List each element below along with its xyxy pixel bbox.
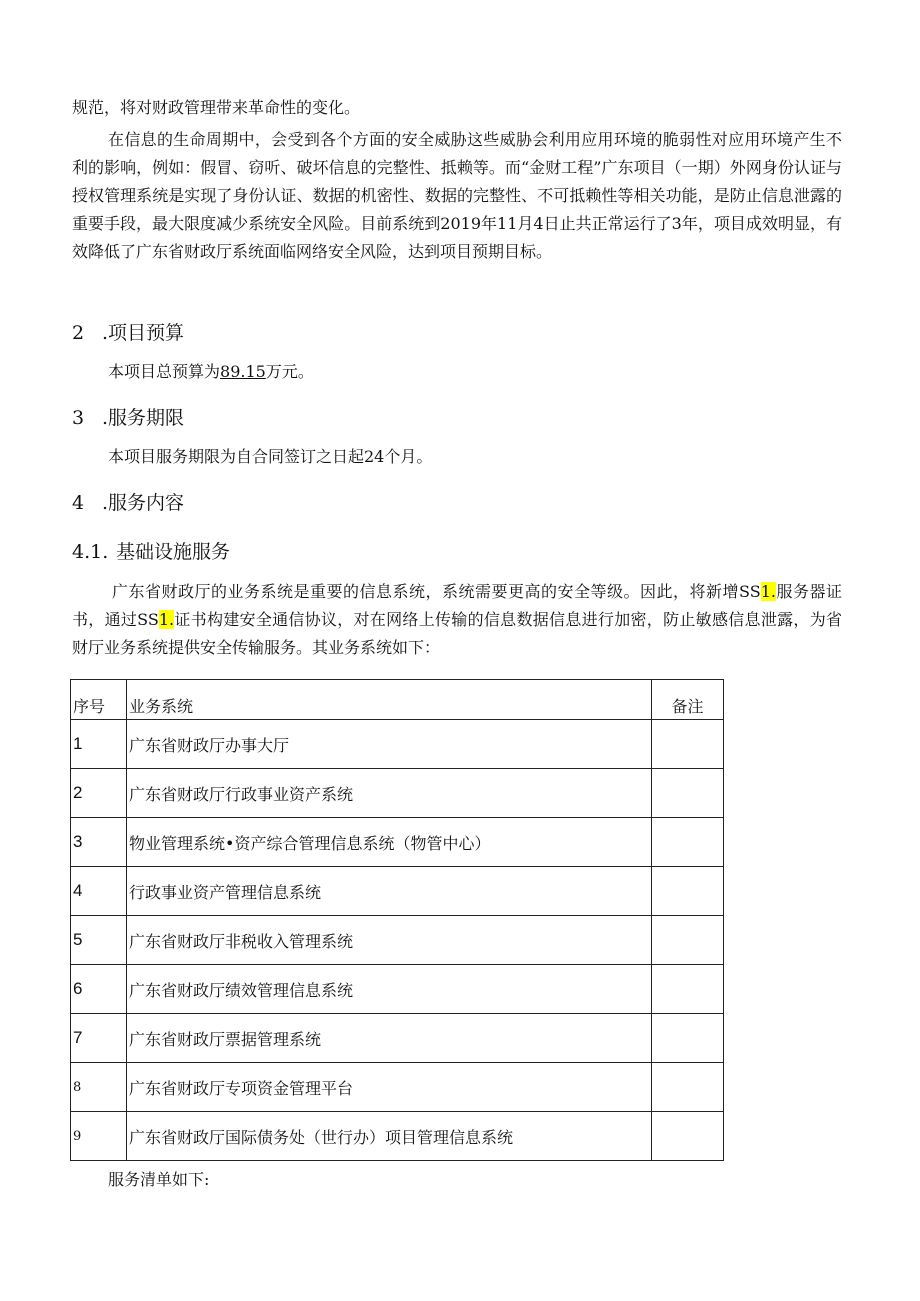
row-note <box>652 720 724 769</box>
table-row <box>71 1014 724 1063</box>
row-note <box>652 867 724 916</box>
heading-title: .项目预算 <box>102 322 185 344</box>
row-note <box>652 965 724 1014</box>
row-system: 物业管理系统•资产综合管理信息系统（物管中心） <box>127 818 652 867</box>
budget-text-before: 本项目总预算为 <box>108 362 221 381</box>
heading-number: 3 <box>72 407 85 429</box>
paragraph-infrastructure <box>72 578 842 662</box>
table-row <box>71 1112 724 1161</box>
table-row <box>71 916 724 965</box>
paragraph-budget <box>108 358 842 386</box>
row-no: 9 <box>71 1112 127 1161</box>
infra-text-b: 服务器证书，通过SS <box>72 582 842 629</box>
heading-title: .服务期限 <box>102 407 185 429</box>
paragraph-service-list-intro: 服务清单如下: <box>108 1170 210 1189</box>
table-row <box>71 965 724 1014</box>
infra-text-c: 证书构建安全通信协议，对在网络上传输的信息数据信息进行加密，防止敏感信息泄露，为省财厅业务系统提供安全传输服务。其业务系统如下： <box>72 610 842 657</box>
business-systems-table <box>70 679 724 1161</box>
table-row <box>71 720 724 769</box>
table-row <box>71 818 724 867</box>
heading-infrastructure-service <box>72 539 230 565</box>
heading-number: 4.1. <box>72 541 109 563</box>
row-no: 6 <box>71 965 127 1014</box>
row-note <box>652 769 724 818</box>
row-no: 1 <box>71 720 127 769</box>
row-note <box>652 818 724 867</box>
row-note <box>652 916 724 965</box>
budget-amount: 89.15 <box>220 362 266 381</box>
row-system: 广东省财政厅办事大厅 <box>127 720 652 769</box>
heading-service-period <box>72 405 184 431</box>
heading-project-budget <box>72 320 184 346</box>
row-no: 5 <box>71 916 127 965</box>
table-row <box>71 1063 724 1112</box>
header-no: 序号 <box>71 680 127 720</box>
row-system: 行政事业资产管理信息系统 <box>127 867 652 916</box>
row-system: 广东省财政厅国际债务处（世行办）项目管理信息系统 <box>127 1112 652 1161</box>
header-system: 业务系统 <box>127 680 652 720</box>
budget-text-after: 万元。 <box>265 362 314 381</box>
heading-service-content <box>72 490 184 516</box>
row-system: 广东省财政厅专项资金管理平台 <box>127 1063 652 1112</box>
row-no: 2 <box>71 769 127 818</box>
row-no: 8 <box>71 1063 127 1112</box>
row-no: 3 <box>71 818 127 867</box>
heading-title: 基础设施服务 <box>116 541 231 563</box>
row-note <box>652 1063 724 1112</box>
table-row <box>71 867 724 916</box>
table-header-row <box>71 680 724 720</box>
highlight-2: 1. <box>158 610 175 629</box>
row-system: 广东省财政厅票据管理系统 <box>127 1014 652 1063</box>
row-system: 广东省财政厅绩效管理信息系统 <box>127 965 652 1014</box>
table-row <box>71 769 724 818</box>
paragraph-intro-end: 规范，将对财政管理带来革命性的变化。 <box>72 98 361 117</box>
row-no: 7 <box>71 1014 127 1063</box>
infra-text-a: 广东省财政厅的业务系统是重要的信息系统，系统需要更高的安全等级。因此，将新增SS <box>112 582 761 601</box>
highlight-1: 1. <box>760 582 776 601</box>
heading-title: .服务内容 <box>102 492 185 514</box>
row-no: 4 <box>71 867 127 916</box>
row-note <box>652 1112 724 1161</box>
row-note <box>652 1014 724 1063</box>
heading-number: 4 <box>72 492 85 514</box>
heading-number: 2 <box>72 322 85 344</box>
header-note: 备注 <box>652 680 724 720</box>
paragraph-service-period: 本项目服务期限为自合同签订之日起24个月。 <box>108 447 433 466</box>
row-system: 广东省财政厅行政事业资产系统 <box>127 769 652 818</box>
paragraph-security-lifecycle: 在信息的生命周期中，会受到各个方面的安全威胁这些威胁会利用应用环境的脆弱性对应用环境产生不利的影响，例如：假冒、窃听、破坏信息的完整性、抵赖等。而“金财工程”广东项目（一期）外网身份认证与授权管理系统是实现了身份认证、数据的机密性、数据的完整性、不可抵赖性等相关功能，是防止信息泄露的重要手段，最大限度减少系统安全风险。目前系统到2019年11月4日止共正常运行了3年，项目成效明显，有效降低了广东省财政厅系统面临网络安全风险，达到项目预期目标。 <box>72 130 842 261</box>
row-system: 广东省财政厅非税收入管理系统 <box>127 916 652 965</box>
